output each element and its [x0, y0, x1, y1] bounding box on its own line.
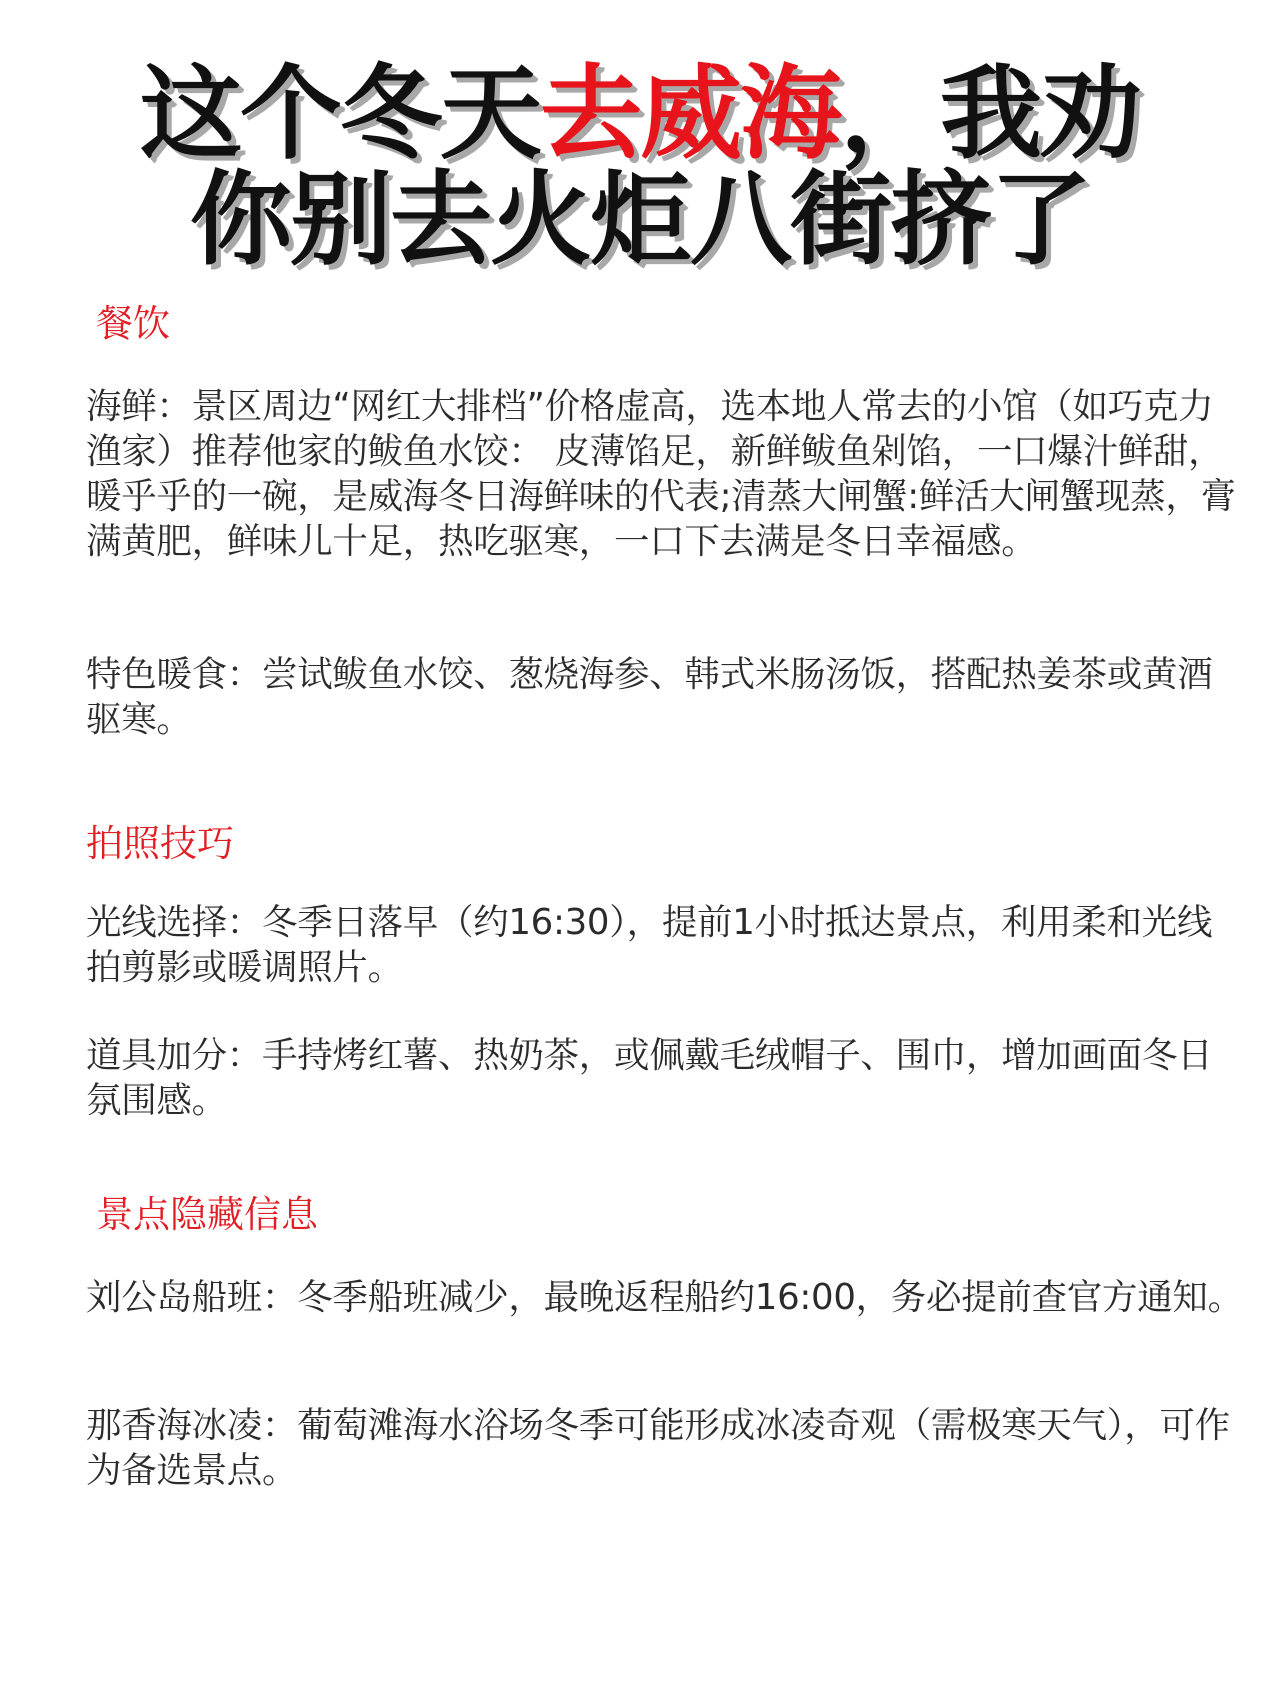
headline [0, 55, 1280, 280]
paragraph-ferry: 刘公岛船班：冬季船班减少，最晚返程船约16:00，务必提前查官方通知。 [86, 1277, 1243, 1318]
headline-accent: 去威海 [540, 55, 840, 174]
section-title-hidden-info: 景点隐藏信息 [96, 1193, 318, 1236]
paragraph-seafood: 海鲜：景区周边“网红大排档”价格虚高，选本地人常去的小馆（如巧克力渔家）推荐他家的鲅鱼水饺： 皮薄馅足，新鲜鲅鱼剁馅，一口爆汁鲜甜，暖乎乎的一碗，是威海冬日海鲜味的代表;清蒸大闸蟹:鲜活大闸蟹现蒸，膏满黄肥，鲜味儿十足，热吃驱寒，一口下去满是冬日幸福感。 [86, 386, 1236, 562]
headline-line-2: 你别去火炬八街挤了 [190, 161, 1090, 280]
paragraph-warm-food: 特色暖食：尝试鲅鱼水饺、葱烧海参、韩式米肠汤饭，搭配热姜茶或黄酒驱寒。 [86, 654, 1213, 740]
section-title-photo-tips: 拍照技巧 [86, 822, 234, 865]
paragraph-props: 道具加分：手持烤红薯、热奶茶，或佩戴毛绒帽子、围巾，增加画面冬日氛围感。 [86, 1035, 1213, 1121]
headline-text-1: 这个冬天 [140, 55, 540, 174]
section-title-dining: 餐饮 [96, 302, 170, 345]
headline-line-1 [0, 55, 1280, 174]
paragraph-ice: 那香海冰凌：葡萄滩海水浴场冬季可能形成冰凌奇观（需极寒天气），可作为备选景点。 [86, 1405, 1230, 1491]
headline-text-2: ，我劝 [840, 55, 1140, 174]
paragraph-lighting: 光线选择：冬季日落早（约16:30），提前1小时抵达景点，利用柔和光线拍剪影或暖调照片。 [86, 902, 1213, 988]
